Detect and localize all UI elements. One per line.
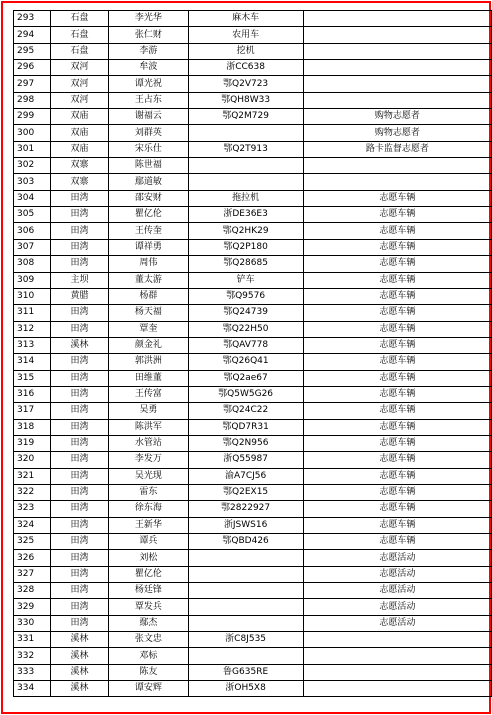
row-number-cell: 311 bbox=[14, 305, 51, 321]
table-row bbox=[14, 615, 492, 631]
table-row bbox=[14, 452, 492, 468]
note-cell bbox=[303, 60, 491, 76]
area-cell: 溪林 bbox=[50, 632, 108, 648]
vehicle-cell bbox=[188, 583, 303, 599]
table-row bbox=[14, 648, 492, 664]
vehicle-cell bbox=[188, 174, 303, 190]
table-row bbox=[14, 550, 492, 566]
row-number-cell: 328 bbox=[14, 583, 51, 599]
table-row bbox=[14, 27, 492, 43]
vehicle-cell: 浙Q55987 bbox=[188, 452, 303, 468]
vehicle-cell bbox=[188, 599, 303, 615]
name-cell: 雷东 bbox=[109, 484, 188, 500]
note-cell: 志愿车辆 bbox=[303, 223, 491, 239]
name-cell: 田维董 bbox=[109, 370, 188, 386]
table-row bbox=[14, 190, 492, 206]
row-number-cell: 293 bbox=[14, 11, 51, 27]
name-cell: 王占东 bbox=[109, 92, 188, 108]
table-row bbox=[14, 321, 492, 337]
note-cell bbox=[303, 664, 491, 680]
table-row bbox=[14, 43, 492, 59]
area-cell: 田湾 bbox=[50, 435, 108, 451]
row-number-cell: 302 bbox=[14, 158, 51, 174]
note-cell: 志愿活动 bbox=[303, 566, 491, 582]
table-row bbox=[14, 207, 492, 223]
name-cell: 董太游 bbox=[109, 272, 188, 288]
row-number-cell: 313 bbox=[14, 337, 51, 353]
note-cell: 志愿车辆 bbox=[303, 370, 491, 386]
table-row bbox=[14, 681, 492, 697]
note-cell: 志愿车辆 bbox=[303, 435, 491, 451]
row-number-cell: 327 bbox=[14, 566, 51, 582]
name-cell: 谭兵 bbox=[109, 534, 188, 550]
area-cell: 石盘 bbox=[50, 11, 108, 27]
vehicle-cell: 鄂Q5W5G26 bbox=[188, 386, 303, 402]
row-number-cell: 295 bbox=[14, 43, 51, 59]
table-row bbox=[14, 534, 492, 550]
note-cell: 志愿活动 bbox=[303, 615, 491, 631]
name-cell: 王新华 bbox=[109, 517, 188, 533]
vehicle-cell bbox=[188, 648, 303, 664]
area-cell: 田湾 bbox=[50, 190, 108, 206]
name-cell: 李光华 bbox=[109, 11, 188, 27]
table-row bbox=[14, 386, 492, 402]
vehicle-cell: 鄂Q2EX15 bbox=[188, 484, 303, 500]
note-cell bbox=[303, 27, 491, 43]
area-cell: 田湾 bbox=[50, 239, 108, 255]
vehicle-cell: 农用车 bbox=[188, 27, 303, 43]
row-number-cell: 315 bbox=[14, 370, 51, 386]
area-cell: 双寨 bbox=[50, 158, 108, 174]
table-row bbox=[14, 272, 492, 288]
area-cell: 双河 bbox=[50, 76, 108, 92]
vehicle-cell: 鄂Q24C22 bbox=[188, 403, 303, 419]
table-row bbox=[14, 664, 492, 680]
note-cell bbox=[303, 174, 491, 190]
name-cell: 覃奎 bbox=[109, 321, 188, 337]
table-row bbox=[14, 288, 492, 304]
row-number-cell: 306 bbox=[14, 223, 51, 239]
name-cell: 邵安财 bbox=[109, 190, 188, 206]
table-row bbox=[14, 174, 492, 190]
name-cell: 谭光祝 bbox=[109, 76, 188, 92]
row-number-cell: 320 bbox=[14, 452, 51, 468]
row-number-cell: 321 bbox=[14, 468, 51, 484]
area-cell: 田湾 bbox=[50, 517, 108, 533]
vehicle-cell: 鄂Q22H50 bbox=[188, 321, 303, 337]
name-cell: 陈友 bbox=[109, 664, 188, 680]
area-cell: 田湾 bbox=[50, 615, 108, 631]
note-cell: 志愿车辆 bbox=[303, 452, 491, 468]
area-cell: 石盘 bbox=[50, 27, 108, 43]
note-cell bbox=[303, 76, 491, 92]
area-cell: 双寨 bbox=[50, 174, 108, 190]
row-number-cell: 294 bbox=[14, 27, 51, 43]
vehicle-cell bbox=[188, 125, 303, 141]
area-cell: 田湾 bbox=[50, 207, 108, 223]
note-cell: 志愿活动 bbox=[303, 583, 491, 599]
table-row bbox=[14, 566, 492, 582]
note-cell: 志愿活动 bbox=[303, 550, 491, 566]
name-cell: 鄢道敏 bbox=[109, 174, 188, 190]
vehicle-cell: 鄂QBD426 bbox=[188, 534, 303, 550]
vehicle-cell bbox=[188, 566, 303, 582]
vehicle-cell: 鄂Q24739 bbox=[188, 305, 303, 321]
vehicle-cell: 麻木车 bbox=[188, 11, 303, 27]
note-cell bbox=[303, 648, 491, 664]
name-cell: 陈世福 bbox=[109, 158, 188, 174]
row-number-cell: 334 bbox=[14, 681, 51, 697]
row-number-cell: 329 bbox=[14, 599, 51, 615]
vehicle-cell: 鄂Q28685 bbox=[188, 256, 303, 272]
row-number-cell: 310 bbox=[14, 288, 51, 304]
area-cell: 田湾 bbox=[50, 501, 108, 517]
row-number-cell: 305 bbox=[14, 207, 51, 223]
note-cell: 购物志愿者 bbox=[303, 125, 491, 141]
name-cell: 宋乐仕 bbox=[109, 141, 188, 157]
vehicle-cell: 浙OH5X8 bbox=[188, 681, 303, 697]
row-number-cell: 330 bbox=[14, 615, 51, 631]
note-cell: 志愿车辆 bbox=[303, 501, 491, 517]
area-cell: 田湾 bbox=[50, 354, 108, 370]
name-cell: 刘松 bbox=[109, 550, 188, 566]
row-number-cell: 333 bbox=[14, 664, 51, 680]
table-row bbox=[14, 468, 492, 484]
vehicle-cell: 鄂QH8W33 bbox=[188, 92, 303, 108]
area-cell: 石盘 bbox=[50, 43, 108, 59]
table-row bbox=[14, 125, 492, 141]
table-row bbox=[14, 92, 492, 108]
area-cell: 田湾 bbox=[50, 484, 108, 500]
note-cell: 志愿车辆 bbox=[303, 190, 491, 206]
area-cell: 田湾 bbox=[50, 403, 108, 419]
vehicle-cell bbox=[188, 158, 303, 174]
table-row bbox=[14, 60, 492, 76]
vehicle-cell bbox=[188, 550, 303, 566]
name-cell: 徐东海 bbox=[109, 501, 188, 517]
table-row bbox=[14, 599, 492, 615]
area-cell: 溪林 bbox=[50, 648, 108, 664]
name-cell: 杨群 bbox=[109, 288, 188, 304]
name-cell: 吴光现 bbox=[109, 468, 188, 484]
row-number-cell: 303 bbox=[14, 174, 51, 190]
name-cell: 谭安辉 bbox=[109, 681, 188, 697]
note-cell: 志愿车辆 bbox=[303, 239, 491, 255]
name-cell: 周伟 bbox=[109, 256, 188, 272]
name-cell: 杨天福 bbox=[109, 305, 188, 321]
note-cell: 志愿车辆 bbox=[303, 256, 491, 272]
name-cell: 张文忠 bbox=[109, 632, 188, 648]
note-cell: 购物志愿者 bbox=[303, 109, 491, 125]
table-row bbox=[14, 632, 492, 648]
table-body bbox=[14, 11, 492, 697]
row-number-cell: 324 bbox=[14, 517, 51, 533]
row-number-cell: 299 bbox=[14, 109, 51, 125]
vehicle-cell: 挖机 bbox=[188, 43, 303, 59]
note-cell: 志愿车辆 bbox=[303, 272, 491, 288]
table-row bbox=[14, 337, 492, 353]
vehicle-cell: 浙DE36E3 bbox=[188, 207, 303, 223]
row-number-cell: 300 bbox=[14, 125, 51, 141]
vehicle-cell: 浙JSWS16 bbox=[188, 517, 303, 533]
name-cell: 瞿亿伦 bbox=[109, 207, 188, 223]
note-cell bbox=[303, 92, 491, 108]
name-cell: 王传奎 bbox=[109, 223, 188, 239]
table-row bbox=[14, 501, 492, 517]
area-cell: 主坝 bbox=[50, 272, 108, 288]
area-cell: 双庙 bbox=[50, 141, 108, 157]
name-cell: 杨廷锋 bbox=[109, 583, 188, 599]
volunteer-table bbox=[13, 10, 492, 697]
name-cell: 王传富 bbox=[109, 386, 188, 402]
row-number-cell: 312 bbox=[14, 321, 51, 337]
note-cell: 志愿车辆 bbox=[303, 337, 491, 353]
name-cell: 张仁财 bbox=[109, 27, 188, 43]
note-cell: 志愿活动 bbox=[303, 599, 491, 615]
name-cell: 颜金礼 bbox=[109, 337, 188, 353]
note-cell bbox=[303, 11, 491, 27]
name-cell: 牟波 bbox=[109, 60, 188, 76]
name-cell: 郭洪洲 bbox=[109, 354, 188, 370]
area-cell: 双庙 bbox=[50, 109, 108, 125]
area-cell: 田湾 bbox=[50, 386, 108, 402]
vehicle-cell bbox=[188, 615, 303, 631]
area-cell: 双河 bbox=[50, 92, 108, 108]
note-cell: 志愿车辆 bbox=[303, 321, 491, 337]
name-cell: 水管站 bbox=[109, 435, 188, 451]
vehicle-cell: 鄂Q9576 bbox=[188, 288, 303, 304]
note-cell: 志愿车辆 bbox=[303, 386, 491, 402]
row-number-cell: 297 bbox=[14, 76, 51, 92]
note-cell: 志愿车辆 bbox=[303, 354, 491, 370]
area-cell: 田湾 bbox=[50, 534, 108, 550]
area-cell: 溪林 bbox=[50, 337, 108, 353]
table-row bbox=[14, 256, 492, 272]
note-cell: 志愿车辆 bbox=[303, 484, 491, 500]
vehicle-cell: 鄂Q2M729 bbox=[188, 109, 303, 125]
table-row bbox=[14, 109, 492, 125]
note-cell bbox=[303, 158, 491, 174]
vehicle-cell: 拖拉机 bbox=[188, 190, 303, 206]
row-number-cell: 318 bbox=[14, 419, 51, 435]
row-number-cell: 304 bbox=[14, 190, 51, 206]
vehicle-cell: 鄂Q2P180 bbox=[188, 239, 303, 255]
area-cell: 田湾 bbox=[50, 452, 108, 468]
area-cell: 双庙 bbox=[50, 125, 108, 141]
vehicle-cell: 鄂Q2ae67 bbox=[188, 370, 303, 386]
vehicle-cell: 渝A7CJ56 bbox=[188, 468, 303, 484]
table-row bbox=[14, 583, 492, 599]
row-number-cell: 325 bbox=[14, 534, 51, 550]
name-cell: 陈洪军 bbox=[109, 419, 188, 435]
table-row bbox=[14, 158, 492, 174]
vehicle-cell: 鄂Q2N956 bbox=[188, 435, 303, 451]
row-number-cell: 317 bbox=[14, 403, 51, 419]
vehicle-cell: 鄂QD7R31 bbox=[188, 419, 303, 435]
row-number-cell: 323 bbox=[14, 501, 51, 517]
area-cell: 溪林 bbox=[50, 664, 108, 680]
name-cell: 李发万 bbox=[109, 452, 188, 468]
area-cell: 田湾 bbox=[50, 321, 108, 337]
note-cell: 志愿车辆 bbox=[303, 207, 491, 223]
table-row bbox=[14, 370, 492, 386]
name-cell: 李游 bbox=[109, 43, 188, 59]
note-cell bbox=[303, 681, 491, 697]
note-cell bbox=[303, 43, 491, 59]
vehicle-cell: 鄂Q2HK29 bbox=[188, 223, 303, 239]
row-number-cell: 332 bbox=[14, 648, 51, 664]
table-row bbox=[14, 435, 492, 451]
vehicle-cell: 浙C8J535 bbox=[188, 632, 303, 648]
area-cell: 田湾 bbox=[50, 223, 108, 239]
row-number-cell: 319 bbox=[14, 435, 51, 451]
row-number-cell: 309 bbox=[14, 272, 51, 288]
area-cell: 田湾 bbox=[50, 566, 108, 582]
vehicle-cell: 铲车 bbox=[188, 272, 303, 288]
vehicle-cell: 鄂Q2V723 bbox=[188, 76, 303, 92]
area-cell: 双河 bbox=[50, 60, 108, 76]
area-cell: 溪林 bbox=[50, 681, 108, 697]
name-cell: 邓标 bbox=[109, 648, 188, 664]
table-row bbox=[14, 223, 492, 239]
vehicle-cell: 鄂Q2T913 bbox=[188, 141, 303, 157]
table-row bbox=[14, 141, 492, 157]
table-row bbox=[14, 305, 492, 321]
area-cell: 田湾 bbox=[50, 550, 108, 566]
name-cell: 谭祥勇 bbox=[109, 239, 188, 255]
note-cell: 路卡监督志愿者 bbox=[303, 141, 491, 157]
area-cell: 田湾 bbox=[50, 599, 108, 615]
name-cell: 刘群英 bbox=[109, 125, 188, 141]
note-cell: 志愿车辆 bbox=[303, 534, 491, 550]
note-cell: 志愿车辆 bbox=[303, 419, 491, 435]
vehicle-cell: 鄂QAV778 bbox=[188, 337, 303, 353]
table-row bbox=[14, 76, 492, 92]
name-cell: 覃发兵 bbox=[109, 599, 188, 615]
area-cell: 黄腊 bbox=[50, 288, 108, 304]
name-cell: 谢福云 bbox=[109, 109, 188, 125]
row-number-cell: 301 bbox=[14, 141, 51, 157]
row-number-cell: 316 bbox=[14, 386, 51, 402]
table-row bbox=[14, 239, 492, 255]
area-cell: 田湾 bbox=[50, 583, 108, 599]
note-cell: 志愿车辆 bbox=[303, 288, 491, 304]
note-cell: 志愿车辆 bbox=[303, 517, 491, 533]
table-row bbox=[14, 11, 492, 27]
note-cell bbox=[303, 632, 491, 648]
area-cell: 田湾 bbox=[50, 468, 108, 484]
row-number-cell: 314 bbox=[14, 354, 51, 370]
row-number-cell: 296 bbox=[14, 60, 51, 76]
area-cell: 田湾 bbox=[50, 256, 108, 272]
row-number-cell: 308 bbox=[14, 256, 51, 272]
vehicle-cell: 鲁G635RE bbox=[188, 664, 303, 680]
table-row bbox=[14, 354, 492, 370]
area-cell: 田湾 bbox=[50, 370, 108, 386]
vehicle-cell: 鄂Q26Q41 bbox=[188, 354, 303, 370]
table-row bbox=[14, 484, 492, 500]
row-number-cell: 307 bbox=[14, 239, 51, 255]
name-cell: 吴勇 bbox=[109, 403, 188, 419]
area-cell: 田湾 bbox=[50, 419, 108, 435]
note-cell: 志愿车辆 bbox=[303, 403, 491, 419]
note-cell: 志愿车辆 bbox=[303, 305, 491, 321]
vehicle-cell: 鄂2822927 bbox=[188, 501, 303, 517]
note-cell: 志愿车辆 bbox=[303, 468, 491, 484]
row-number-cell: 298 bbox=[14, 92, 51, 108]
row-number-cell: 331 bbox=[14, 632, 51, 648]
table-row bbox=[14, 517, 492, 533]
area-cell: 田湾 bbox=[50, 305, 108, 321]
vehicle-cell: 浙CC638 bbox=[188, 60, 303, 76]
row-number-cell: 326 bbox=[14, 550, 51, 566]
row-number-cell: 322 bbox=[14, 484, 51, 500]
table-row bbox=[14, 419, 492, 435]
name-cell: 鄢杰 bbox=[109, 615, 188, 631]
table-row bbox=[14, 403, 492, 419]
name-cell: 瞿亿伦 bbox=[109, 566, 188, 582]
